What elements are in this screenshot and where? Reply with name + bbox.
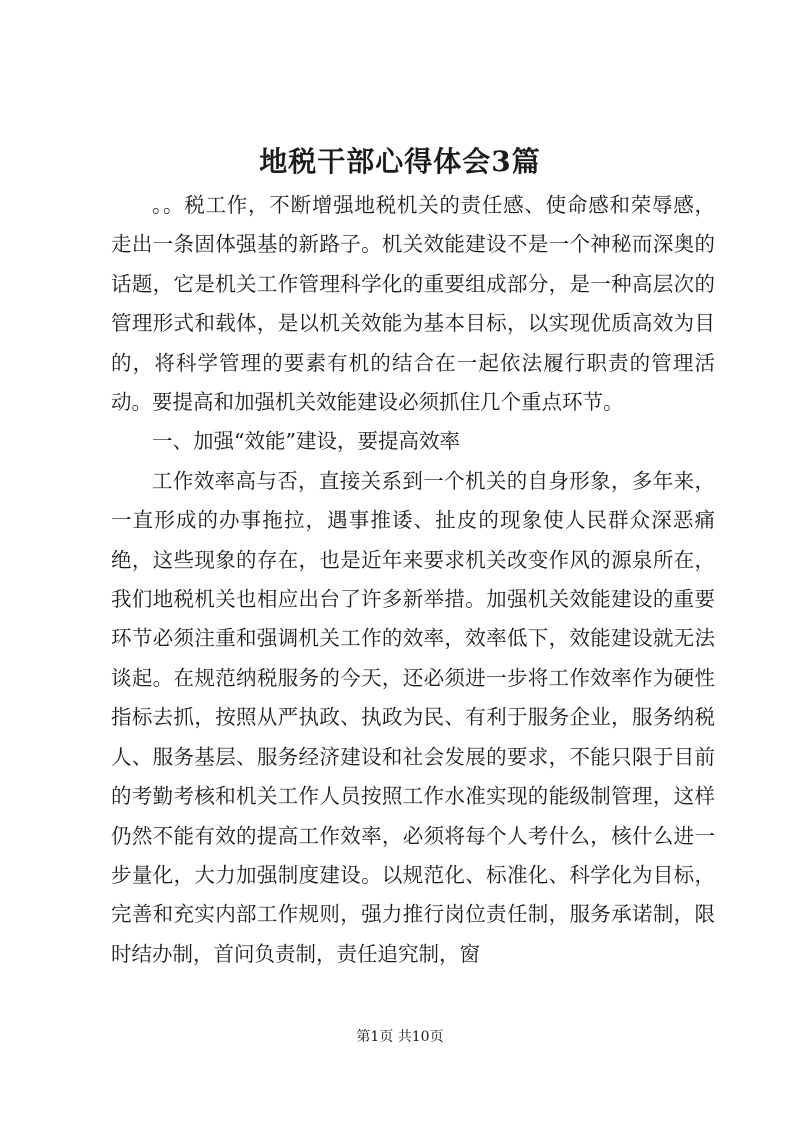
document-title: 地税干部心得体会3篇 bbox=[259, 145, 541, 178]
paragraph-efficiency: 工作效率高与否，直接关系到一个机关的自身形象，多年来，一直形成的办事拖拉，遇事推诿、扯皮的现象使人民群众深恶痛绝，这些现象的存在，也是近年来要求机关改变作风的源泉所在，我们地税机关也相应出台了许多新举措。加强机关效能建设的重要环节必须注重和强调机关工作的效率，效率低下，效能建设就无法谈起。在规范纳税服务的今天，还必须进一步将工作效率作为硬性指标去抓，按照从严执政、执政为民、有利于服务企业，服务纳税人、服务基层、服务经济建设和社会发展的要求，不能只限于目前的考勤考核和机关工作人员按照工作水准实现的能级制管理，这样仍然不能有效的提高工作效率，必须将每个人考什么，核什么进一步量化，大力加强制度建设。以规范化、标准化、科学化为目标，完善和充实内部工作规则，强力推行岗位责任制，服务承诺制，限时结办制，首问负责制，责任追究制，窗 bbox=[111, 468, 715, 966]
paragraph-intro: 。。税工作，不断增强地税机关的责任感、使命感和荣辱感，走出一条固体强基的新路子。机关效能建设不是一个神秘而深奥的话题，它是机关工作管理科学化的重要组成部分，是一种高层次的管理形式和载体，是以机关效能为基本目标，以实现优质高效为目的，将科学管理的要素有机的结合在一起依法履行职责的管理活动。要提高和加强机关效能建设必须抓住几个重点环节。 bbox=[111, 193, 715, 415]
section-heading: 一、加强“效能”建设，要提高效率 bbox=[152, 429, 460, 454]
page-footer: 第1页 共10页 bbox=[356, 1029, 444, 1045]
document-body bbox=[111, 186, 715, 974]
